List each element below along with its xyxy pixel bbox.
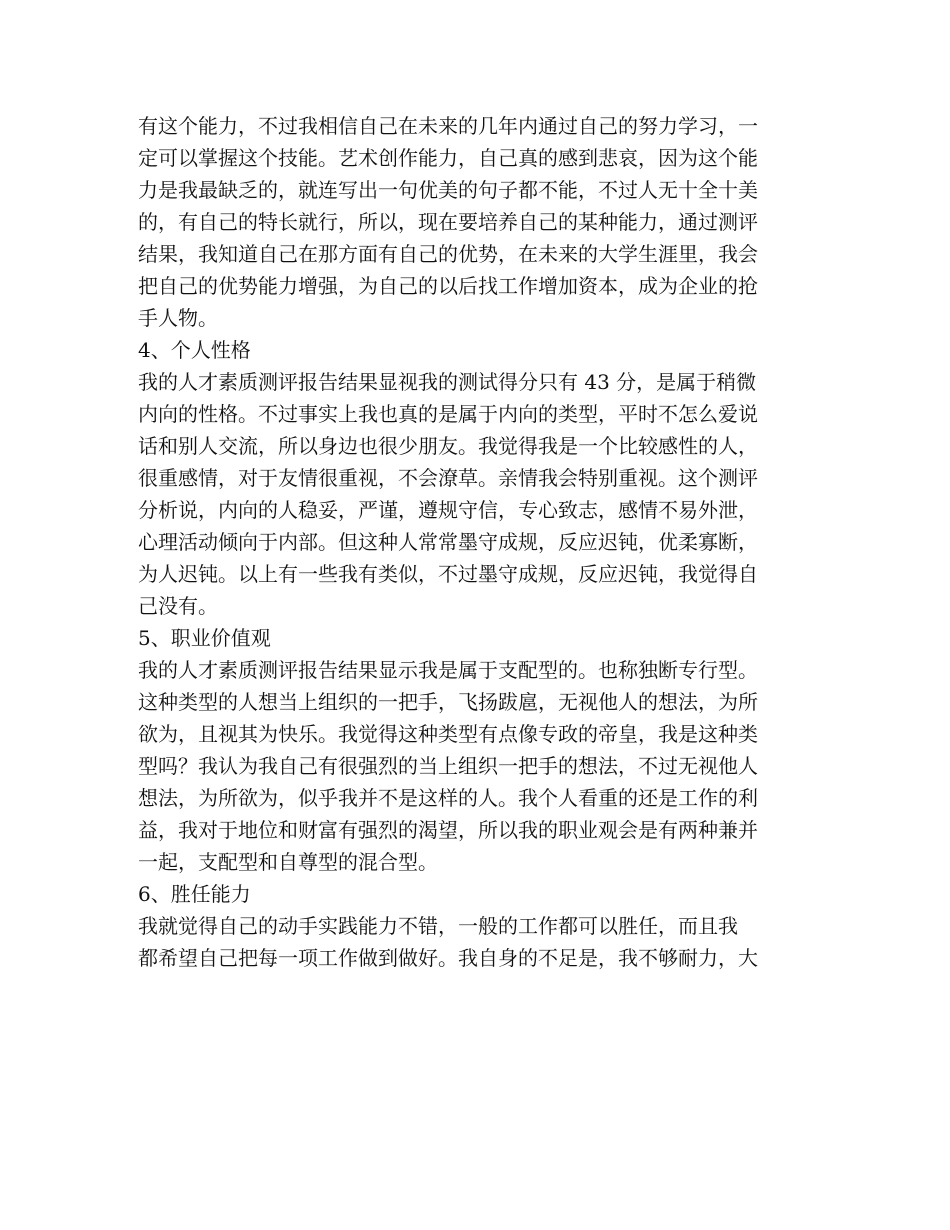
text-line: 为人迟钝。以上有一些我有类似，不过墨守成规，反应迟钝，我觉得自 [138,562,758,586]
section-heading-competence: 6、胜任能力 [138,882,251,906]
text-line: 有这个能力，不过我相信自己在未来的几年内通过自己的努力学习，一 [138,114,758,138]
text-line: 把自己的优势能力增强，为自己的以后找工作增加资本，成为企业的抢 [138,274,758,298]
text-line: 想法，为所欲为，似乎我并不是这样的人。我个人看重的还是工作的利 [138,786,758,810]
text-line: 一起，支配型和自尊型的混合型。 [138,850,438,874]
text-line: 型吗？我认为我自己有很强烈的当上组织一把手的想法，不过无视他人 [138,754,758,778]
text-line: 我就觉得自己的动手实践能力不错，一般的工作都可以胜任，而且我 [138,914,738,938]
text-line: 我的人才素质测评报告结果显视我的测试得分只有 43 分，是属于稍微 [138,370,757,394]
section-heading-career-values: 5、职业价值观 [138,626,271,650]
section-heading-personality: 4、个人性格 [138,338,251,362]
text-line: 我的人才素质测评报告结果显示我是属于支配型的。也称独断专行型。 [138,658,758,682]
text-line: 定可以掌握这个技能。艺术创作能力，自己真的感到悲哀，因为这个能 [138,146,758,170]
text-line: 话和别人交流，所以身边也很少朋友。我觉得我是一个比较感性的人， [138,434,758,458]
text-line: 的，有自己的特长就行，所以，现在要培养自己的某种能力，通过测评 [138,210,758,234]
document-page [138,110,828,974]
text-line: 欲为，且视其为快乐。我觉得这种类型有点像专政的帝皇，我是这种类 [138,722,758,746]
text-line: 己没有。 [138,594,218,618]
text-line: 很重感情，对于友情很重视，不会潦草。亲情我会特别重视。这个测评 [138,466,758,490]
text-line: 心理活动倾向于内部。但这种人常常墨守成规，反应迟钝，优柔寡断， [138,530,758,554]
text-line: 都希望自己把每一项工作做到做好。我自身的不足是，我不够耐力，大 [138,946,758,970]
text-line: 内向的性格。不过事实上我也真的是属于内向的类型，平时不怎么爱说 [138,402,758,426]
text-line: 分析说，内向的人稳妥，严谨，遵规守信，专心致志，感情不易外泄， [138,498,758,522]
text-line: 益，我对于地位和财富有强烈的渴望，所以我的职业观会是有两种兼并 [138,818,758,842]
text-line: 力是我最缺乏的，就连写出一句优美的句子都不能，不过人无十全十美 [138,178,758,202]
text-line: 手人物。 [138,306,218,330]
text-line: 结果，我知道自己在那方面有自己的优势，在未来的大学生涯里，我会 [138,242,758,266]
text-line: 这种类型的人想当上组织的一把手，飞扬跋扈，无视他人的想法，为所 [138,690,758,714]
